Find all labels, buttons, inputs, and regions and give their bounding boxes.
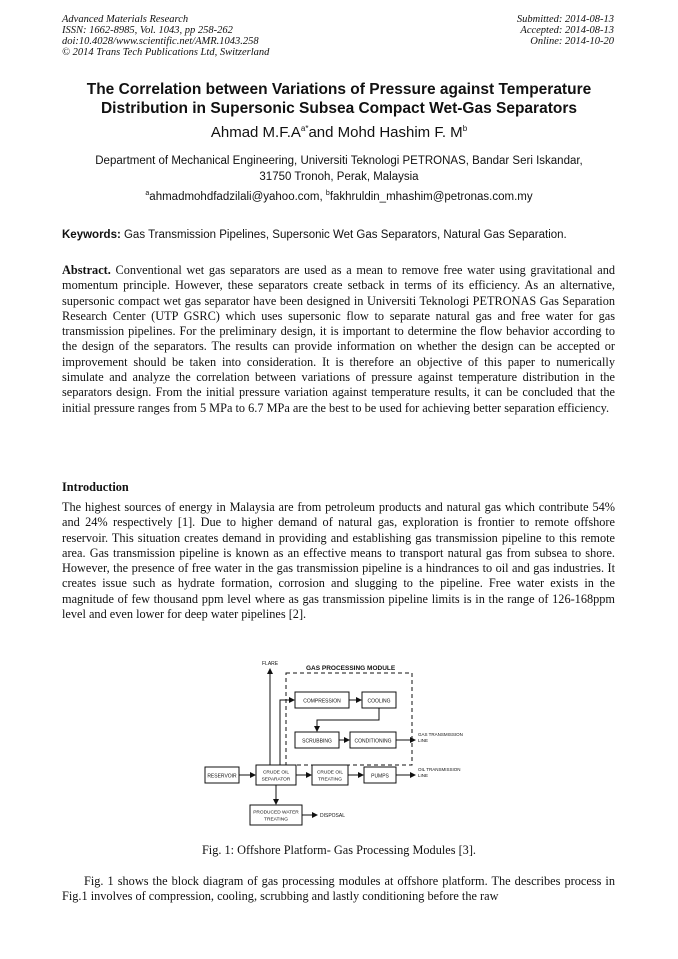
separator-label-1: CRUDE OIL xyxy=(262,770,290,776)
module-frame xyxy=(286,673,412,765)
abstract xyxy=(62,263,615,416)
scrubbing-label: SCRUBBING xyxy=(302,738,332,745)
keywords-label: Keywords: xyxy=(62,229,121,241)
water-label-2: TREATING xyxy=(264,817,288,823)
affiliation-line-2: 31750 Tronoh, Perak, Malaysia xyxy=(259,171,419,183)
cooling-label: COOLING xyxy=(367,698,391,705)
email-1-sup: a xyxy=(145,190,150,197)
copyright-line: © 2014 Trans Tech Publications Ltd, Switzerland xyxy=(62,47,270,58)
online-date: Online: 2014-10-20 xyxy=(530,36,614,47)
abstract-text: Conventional wet gas separators are used as a mean to remove free water using gravitational and momentum principle. However, these separators create setback in terms of its efficiency. As an alternative, supersonic compact wet gas separator have been designed in Universiti Teknologi PETRONAS Gas Separation Research Center (UTP GSRC) which uses supersonic flow to separate natural gas and free water for gas transmission pipelines. For the preliminary design, it is important to determine the flow behavior according to the design of the separators. The results can provide information on whether the design can be accepted or improvement should be taken into consideration. It is therefore an objective of this paper to numerically simulate and analyze the correlation between variations of pressure against temperature distribution in the separators design. From the initial pressure variation against temperature results, it can be concluded that the initial pressure ranges from 5 MPa to 6.7 MPa are the best to be used for achieving better separation efficiency. xyxy=(62,263,615,415)
abstract-label: Abstract. xyxy=(62,263,111,277)
keywords-text: Gas Transmission Pipelines, Supersonic Wet Gas Separators, Natural Gas Separation. xyxy=(120,229,567,241)
reservoir-label: RESERVOIR xyxy=(207,773,237,780)
author-1: Ahmad M.F.A xyxy=(210,124,301,141)
title-line-1: The Correlation between Variations of Pressure against Temperature xyxy=(86,81,592,98)
compression-label: COMPRESSION xyxy=(303,698,341,705)
accepted-date: Accepted: 2014-08-13 xyxy=(520,25,614,36)
introduction-paragraph: The highest sources of energy in Malaysia are from petroleum products and natural gas which contribute 54% and 24% respectively [1]. Due to higher demand of natural gas, exploration is frontier to remote offshore reservoir. This situation creates demand in providing and establishing gas transmission pipeline to this remote area. Gas transmission pipeline is known as an effective means to transport natural gas from subsea to shore. However, the presence of free water in the gas transmission pipeline is a hindrances to oil and gas industries. It creates issue such as hydrate formation, corrosion and slugging to the pipeline. Free water exists in the magnitude of few thousand ppm level where as gas transmission pipeline limits is in the range of 126-168ppm level and even lower for deep water pipelines [2]. xyxy=(62,500,615,622)
author-2-sup: b xyxy=(462,124,468,133)
cooling-to-scrubbing-line xyxy=(317,708,379,731)
conditioning-label: CONDITIONING xyxy=(354,738,392,745)
paper-title xyxy=(40,80,638,118)
module-title: GAS PROCESSING MODULE xyxy=(306,665,396,672)
separator-label-2: SEPARATOR xyxy=(261,777,291,783)
oil-line-label-1: OIL TRANSMISSION xyxy=(418,767,461,772)
oil-line-label-2: LINE xyxy=(418,773,429,778)
separator-to-compression-line xyxy=(280,700,294,767)
figure-caption: Fig. 1: Offshore Platform- Gas Processing Modules [3]. xyxy=(201,843,477,857)
email-2[interactable]: fakhruldin_mhashim@petronas.com.my xyxy=(329,190,533,203)
journal-name: Advanced Materials Research xyxy=(62,14,189,25)
affiliation-line-1: Department of Mechanical Engineering, Universiti Teknologi PETRONAS, Bandar Seri Iskandar, xyxy=(95,155,583,167)
author-2: and Mohd Hashim F. M xyxy=(308,124,463,141)
author-1-sup: a* xyxy=(300,124,309,133)
gas-line-label-1: GAS TRANSMISSION xyxy=(418,732,463,737)
water-label-1: PRODUCED WATER xyxy=(253,810,299,816)
emails xyxy=(40,190,638,203)
email-1[interactable]: ahmadmohdfadzilali@yahoo.com, xyxy=(149,190,326,203)
issn-line: ISSN: 1662-8985, Vol. 1043, pp 258-262 xyxy=(62,25,233,36)
keywords xyxy=(62,229,622,241)
flare-label: FLARE xyxy=(262,661,279,667)
gas-processing-diagram xyxy=(200,657,490,832)
authors xyxy=(40,124,638,141)
affiliation xyxy=(40,153,638,185)
email-2-sup: b xyxy=(325,190,330,197)
gas-line-label-2: LINE xyxy=(418,738,429,743)
pumps-label: PUMPS xyxy=(371,773,389,780)
body-paragraph: Fig. 1 shows the block diagram of gas processing modules at offshore platform. The describes process in Fig.1 involves of compression, cooling, scrubbing and lastly conditioning before the raw xyxy=(62,874,615,904)
doi-line: doi:10.4028/www.scientific.net/AMR.1043.258 xyxy=(62,36,259,47)
disposal-label: DISPOSAL xyxy=(320,813,346,819)
submitted-date: Submitted: 2014-08-13 xyxy=(516,14,614,25)
introduction-heading: Introduction xyxy=(62,480,129,494)
treating-label-2: TREATING xyxy=(318,777,342,783)
journal-info xyxy=(62,14,269,58)
submission-dates xyxy=(517,14,614,47)
treating-label-1: CRUDE OIL xyxy=(316,770,344,776)
title-line-2: Distribution in Supersonic Subsea Compact Wet-Gas Separators xyxy=(100,100,577,117)
